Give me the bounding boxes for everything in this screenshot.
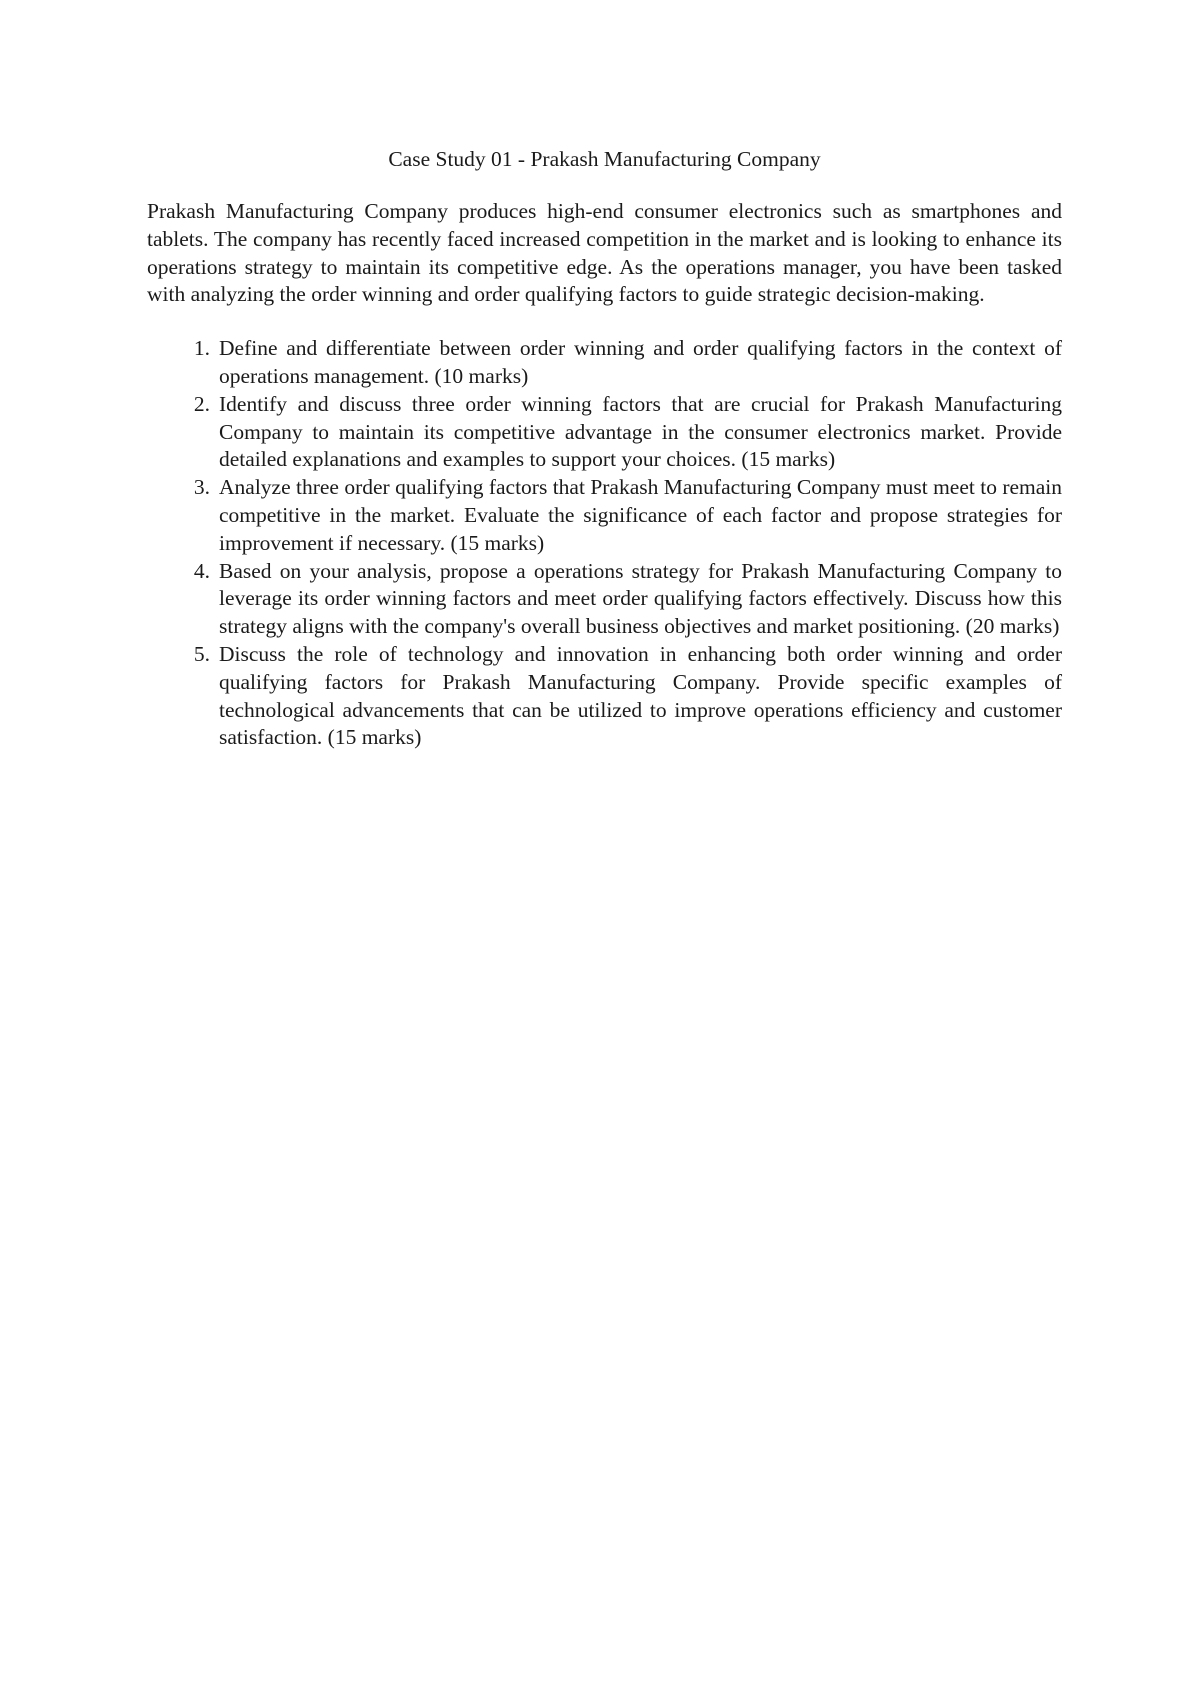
question-number: 3.	[193, 475, 210, 500]
question-text: Discuss the role of technology and innovation in enhancing both order winning and order qualifying factors for Prakash Manufacturing Company. Provide specific examples of technological advancements that can be utilized to improve operations efficiency and customer satisfaction. (15 marks)	[219, 641, 1062, 750]
question-number: 1.	[193, 336, 210, 361]
question-list	[147, 335, 1062, 752]
question-item	[147, 474, 1062, 557]
question-text: Analyze three order qualifying factors that Prakash Manufacturing Company must meet to remain competitive in the market. Evaluate the significance of each factor and propose strategies for improvement if necessary. (15 marks)	[219, 475, 1063, 555]
question-text: Based on your analysis, propose a operations strategy for Prakash Manufacturing Company to leverage its order winning factors and meet order qualifying factors effectively. Discuss how this strategy aligns with the company's overall business objectives and market positioning. (20 marks)	[219, 558, 1062, 639]
question-number: 5.	[193, 641, 210, 666]
document-title: Case Study 01 - Prakash Manufacturing Company	[388, 147, 821, 171]
intro-paragraph: Prakash Manufacturing Company produces high-end consumer electronics such as smartphones and tablets. The company has recently faced increased competition in the market and is looking to enhance its operations strategy to maintain its competitive edge. As the operations manager, you have been tasked with analyzing the order winning and order qualifying factors to guide strategic decision-making.	[147, 199, 1062, 307]
question-text: Identify and discuss three order winning factors that are crucial for Prakash Manufacturing Company to maintain its competitive advantage in the consumer electronics market. Provide detailed explanations and examples to support your choices. (15 marks)	[219, 391, 1062, 472]
question-text: Define and differentiate between order winning and order qualifying factors in the context of operations management. (10 marks)	[219, 336, 1062, 388]
question-number: 2.	[193, 391, 210, 416]
question-item	[147, 335, 1062, 391]
question-number: 4.	[193, 558, 210, 583]
question-item	[147, 558, 1062, 641]
question-item	[147, 641, 1062, 752]
question-item	[147, 391, 1062, 474]
document-body	[147, 145, 1062, 752]
